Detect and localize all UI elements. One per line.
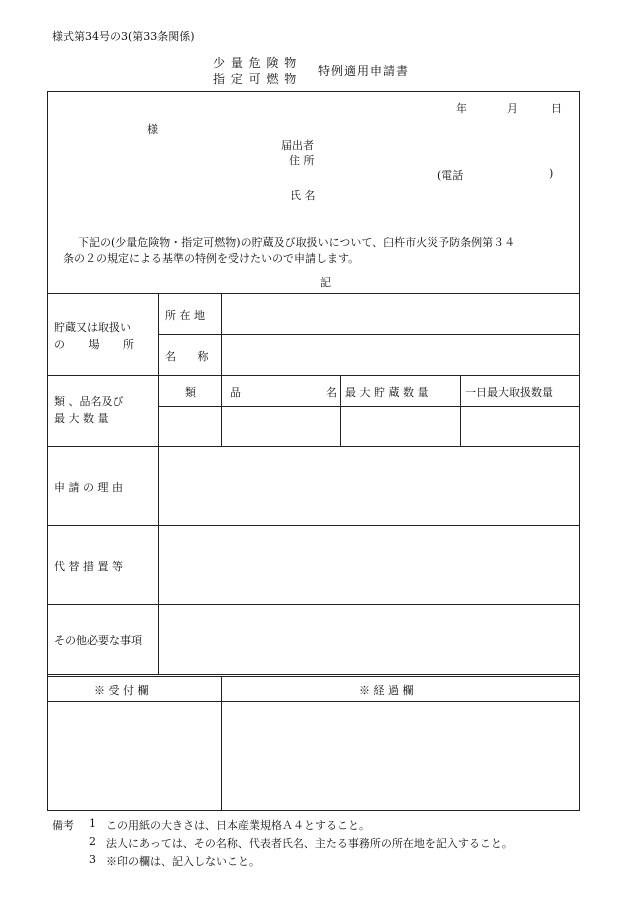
divider [460, 375, 461, 446]
reason-label: 申 請 の 理 由 [54, 481, 123, 494]
facility-name-label: 名 称 [165, 350, 209, 363]
form-number-label: 様式第34号の3(第33条関係) [52, 30, 195, 43]
date-month: 月 [507, 102, 518, 115]
divider [47, 525, 580, 526]
note-1: この用紙の大きさは、日本産業規格Ａ４とすること。 [106, 819, 370, 832]
note-2-number: 2 [89, 835, 96, 848]
body-text-line1: 下記の(少量危険物・指定可燃物)の貯蔵及び取扱いについて、臼杵市火災予防条例第３４ [78, 236, 516, 249]
place-label-line2: の 場 所 [54, 338, 134, 351]
note-3: ※印の欄は、記入しないこと。 [106, 855, 260, 868]
col-kind-header: 類 [185, 386, 196, 399]
addressee-suffix: 様 [147, 123, 158, 136]
location-label: 所 在 地 [165, 309, 205, 322]
col-max-storage-header: 最 大 貯 蔵 数 量 [345, 386, 429, 399]
divider [47, 676, 580, 677]
col-item-header-suffix: 名 [326, 386, 337, 399]
date-year: 年 [456, 102, 467, 115]
divider [47, 375, 580, 376]
phone-open: (電話 [437, 169, 464, 182]
title-designated-combustible: 指 定 可 燃 物 [213, 72, 298, 86]
divider [158, 293, 159, 674]
applicant-label: 届出者 [281, 139, 314, 152]
kind-label-line1: 類 、品名及び [54, 395, 124, 408]
alternative-measures-label: 代 替 措 置 等 [54, 560, 123, 573]
divider [221, 676, 222, 811]
col-item-header: 品 [230, 386, 241, 399]
ki-heading: 記 [320, 276, 331, 289]
divider [340, 375, 341, 446]
divider [47, 674, 580, 675]
other-matters-label: その他必要な事項 [54, 634, 142, 647]
divider [47, 701, 580, 702]
reception-label: ※ 受 付 欄 [94, 684, 149, 697]
date-day: 日 [551, 102, 562, 115]
note-3-number: 3 [89, 853, 96, 866]
kind-label-line2: 最 大 数 量 [54, 412, 109, 425]
divider [47, 446, 580, 447]
body-text-line2: 条の２の規定による基準の特例を受けたいので申請します。 [63, 252, 360, 265]
progress-label: ※ 経 過 欄 [359, 684, 414, 697]
title-small-hazard: 少 量 危 険 物 [213, 56, 298, 70]
divider [221, 293, 222, 446]
place-label-line1: 貯蔵又は取扱い [54, 321, 131, 334]
divider [47, 293, 580, 294]
note-1-number: 1 [89, 817, 96, 830]
note-2: 法人にあっては、その名称、代表者氏名、主たる事務所の所在地を記入すること。 [106, 837, 513, 850]
address-label: 住 所 [289, 154, 315, 167]
name-label: 氏 名 [290, 189, 316, 202]
document-title: 特例適用申請書 [318, 64, 410, 78]
divider [47, 604, 580, 605]
phone-close: ) [549, 167, 554, 180]
notes-prefix: 備考 [52, 819, 74, 832]
col-daily-max-header: 一日最大取扱数量 [465, 386, 553, 399]
